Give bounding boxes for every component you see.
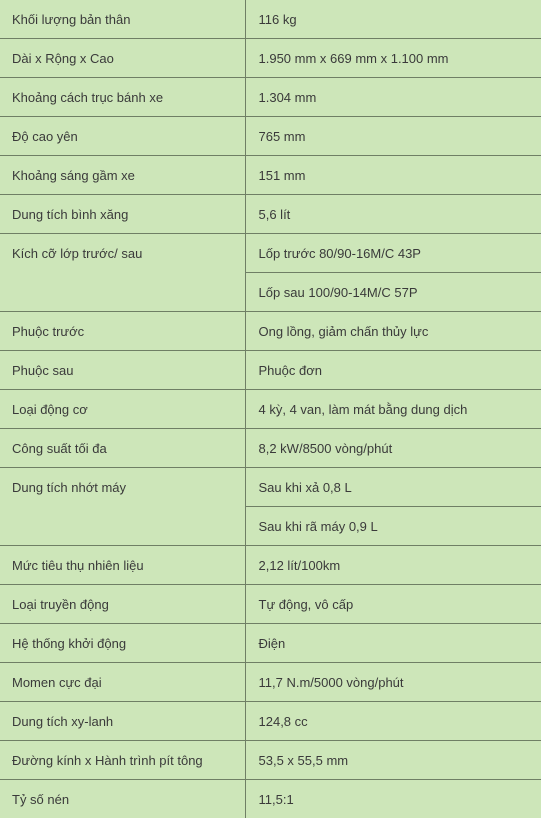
table-row xyxy=(0,741,541,780)
spec-value: 11,7 N.m/5000 vòng/phút xyxy=(245,663,541,702)
spec-label: Khoảng sáng gầm xe xyxy=(0,156,245,195)
spec-label: Độ cao yên xyxy=(0,117,245,156)
spec-value: Ong lồng, giảm chấn thủy lực xyxy=(245,312,541,351)
spec-value: 11,5:1 xyxy=(245,780,541,818)
table-row xyxy=(0,702,541,741)
spec-label: Kích cỡ lớp trước/ sau xyxy=(0,234,245,312)
spec-label: Phuộc trước xyxy=(0,312,245,351)
table-row xyxy=(0,624,541,663)
table-row xyxy=(0,312,541,351)
spec-label: Loại động cơ xyxy=(0,390,245,429)
table-row xyxy=(0,234,541,273)
spec-value: Lốp sau 100/90-14M/C 57P xyxy=(245,273,541,312)
table-row xyxy=(0,39,541,78)
spec-label: Loại truyền động xyxy=(0,585,245,624)
spec-value: 116 kg xyxy=(245,0,541,39)
spec-value: 8,2 kW/8500 vòng/phút xyxy=(245,429,541,468)
spec-label: Mức tiêu thụ nhiên liệu xyxy=(0,546,245,585)
spec-value: Phuộc đơn xyxy=(245,351,541,390)
spec-value: 4 kỳ, 4 van, làm mát bằng dung dịch xyxy=(245,390,541,429)
spec-value: Điện xyxy=(245,624,541,663)
spec-label: Hệ thống khởi động xyxy=(0,624,245,663)
table-row xyxy=(0,663,541,702)
spec-label: Dung tích nhớt máy xyxy=(0,468,245,546)
spec-value: Sau khi xả 0,8 L xyxy=(245,468,541,507)
spec-label: Khoảng cách trục bánh xe xyxy=(0,78,245,117)
table-row xyxy=(0,780,541,818)
spec-value: 5,6 lít xyxy=(245,195,541,234)
table-row xyxy=(0,117,541,156)
spec-label: Dung tích xy-lanh xyxy=(0,702,245,741)
table-row xyxy=(0,78,541,117)
table-row xyxy=(0,351,541,390)
spec-value: Sau khi rã máy 0,9 L xyxy=(245,507,541,546)
spec-label: Đường kính x Hành trình pít tông xyxy=(0,741,245,780)
table-row xyxy=(0,585,541,624)
spec-label: Tỷ số nén xyxy=(0,780,245,818)
spec-label: Khối lượng bản thân xyxy=(0,0,245,39)
spec-value: 151 mm xyxy=(245,156,541,195)
table-row xyxy=(0,429,541,468)
table-row xyxy=(0,390,541,429)
spec-label: Momen cực đại xyxy=(0,663,245,702)
table-row xyxy=(0,156,541,195)
spec-label: Dung tích bình xăng xyxy=(0,195,245,234)
table-row xyxy=(0,195,541,234)
table-row xyxy=(0,0,541,39)
spec-label: Phuộc sau xyxy=(0,351,245,390)
spec-value: 1.304 mm xyxy=(245,78,541,117)
spec-value: Tự động, vô cấp xyxy=(245,585,541,624)
spec-value: 124,8 cc xyxy=(245,702,541,741)
spec-value: 1.950 mm x 669 mm x 1.100 mm xyxy=(245,39,541,78)
spec-label: Dài x Rộng x Cao xyxy=(0,39,245,78)
table-row xyxy=(0,468,541,507)
spec-value: 53,5 x 55,5 mm xyxy=(245,741,541,780)
spec-value: 2,12 lít/100km xyxy=(245,546,541,585)
table-row xyxy=(0,546,541,585)
spec-value: Lốp trước 80/90-16M/C 43P xyxy=(245,234,541,273)
spec-value: 765 mm xyxy=(245,117,541,156)
spec-label: Công suất tối đa xyxy=(0,429,245,468)
